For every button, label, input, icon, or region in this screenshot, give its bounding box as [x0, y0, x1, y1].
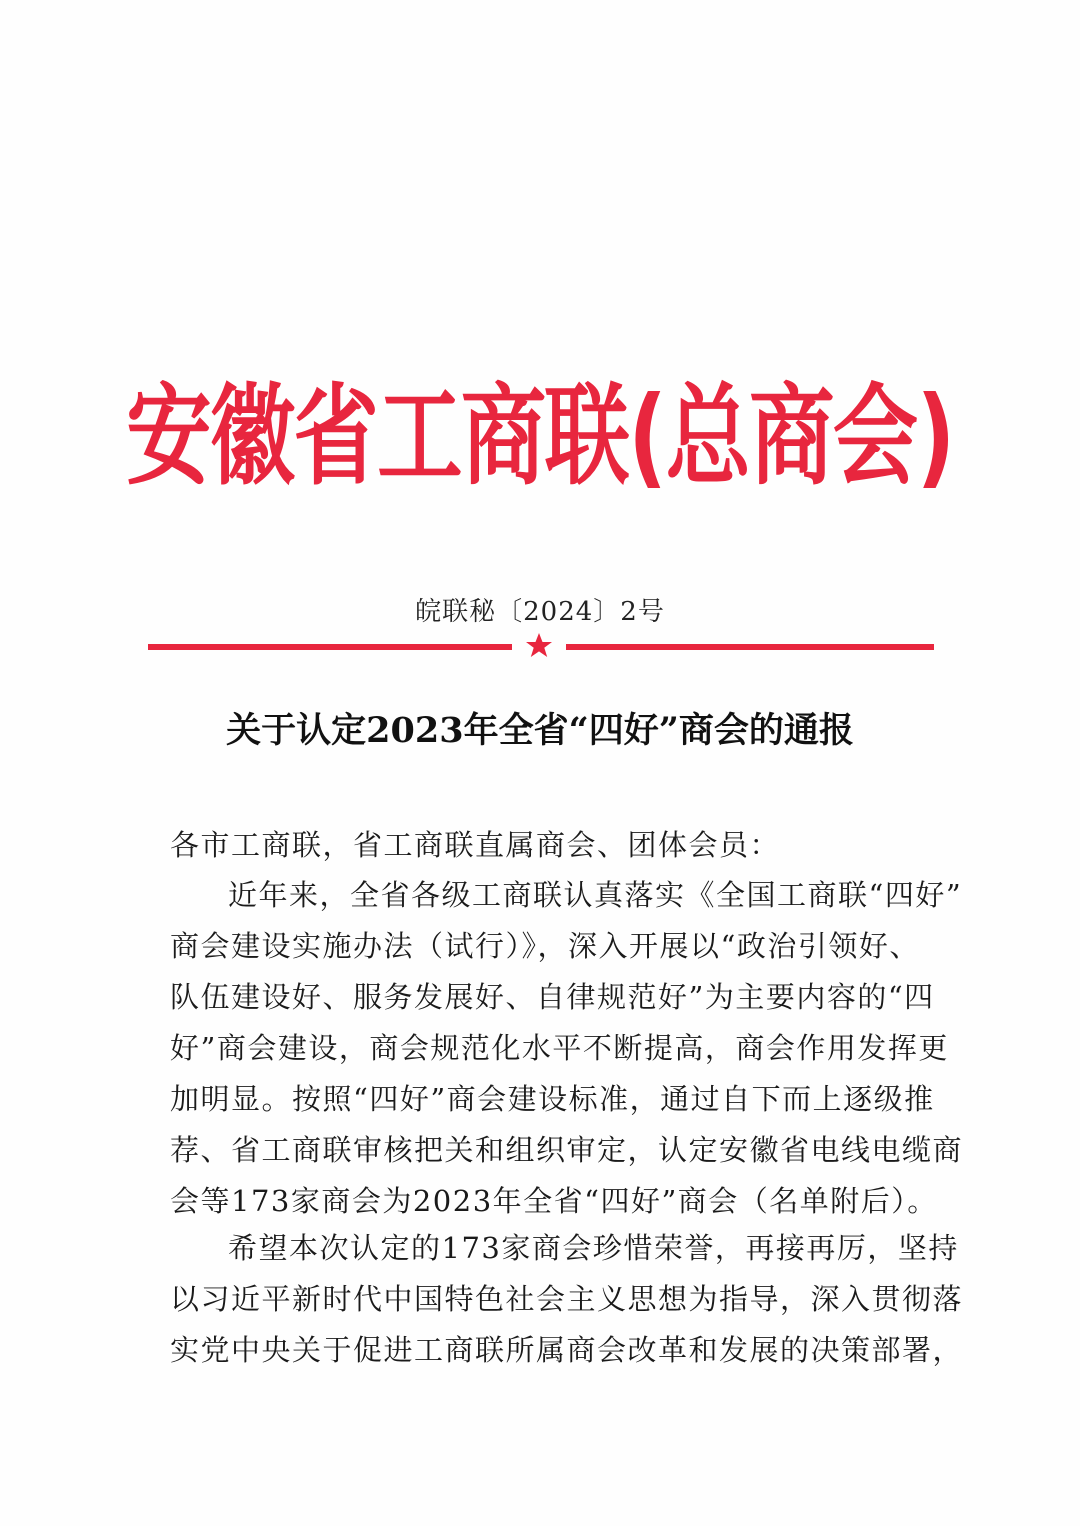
salutation: 各市工商联，省工商联直属商会、团体会员：: [170, 828, 781, 862]
star-icon: [524, 630, 554, 660]
document-number: 皖联秘〔2024〕2号: [415, 597, 665, 627]
paragraph-line: 会等173家商会为2023年全省“四好”商会（名单附后）。: [170, 1184, 938, 1218]
paragraph-line: 实党中央关于促进工商联所属商会改革和发展的决策部署，: [170, 1333, 964, 1367]
organization-letterhead: 安徽省工商联(总商会): [126, 372, 954, 501]
paragraph-line: 队伍建设好、服务发展好、自律规范好”为主要内容的“四: [170, 980, 935, 1014]
paragraph-line: 加明显。按照“四好”商会建设标准，通过自下而上逐级推: [170, 1082, 935, 1116]
paragraph-line: 希望本次认定的173家商会珍惜荣誉，再接再厉，坚持: [228, 1231, 959, 1265]
paragraph-line: 好”商会建设，商会规范化水平不断提高，商会作用发挥更: [170, 1031, 949, 1065]
paragraph-1: [170, 870, 964, 1227]
red-divider-right: [566, 644, 934, 650]
paragraph-line: 商会建设实施办法（试行）》，深入开展以“政治引领好、: [170, 929, 920, 963]
paragraph-line: 荐、省工商联审核把关和组织审定，认定安徽省电线电缆商: [170, 1133, 964, 1167]
paragraph-2: [170, 1223, 964, 1376]
paragraph-line: 以习近平新时代中国特色社会主义思想为指导，深入贯彻落: [170, 1282, 964, 1316]
paragraph-line: 近年来，全省各级工商联认真落实《全国工商联“四好”: [228, 878, 963, 912]
red-divider-left: [148, 644, 512, 650]
document-title: 关于认定2023年全省“四好”商会的通报: [226, 710, 854, 751]
